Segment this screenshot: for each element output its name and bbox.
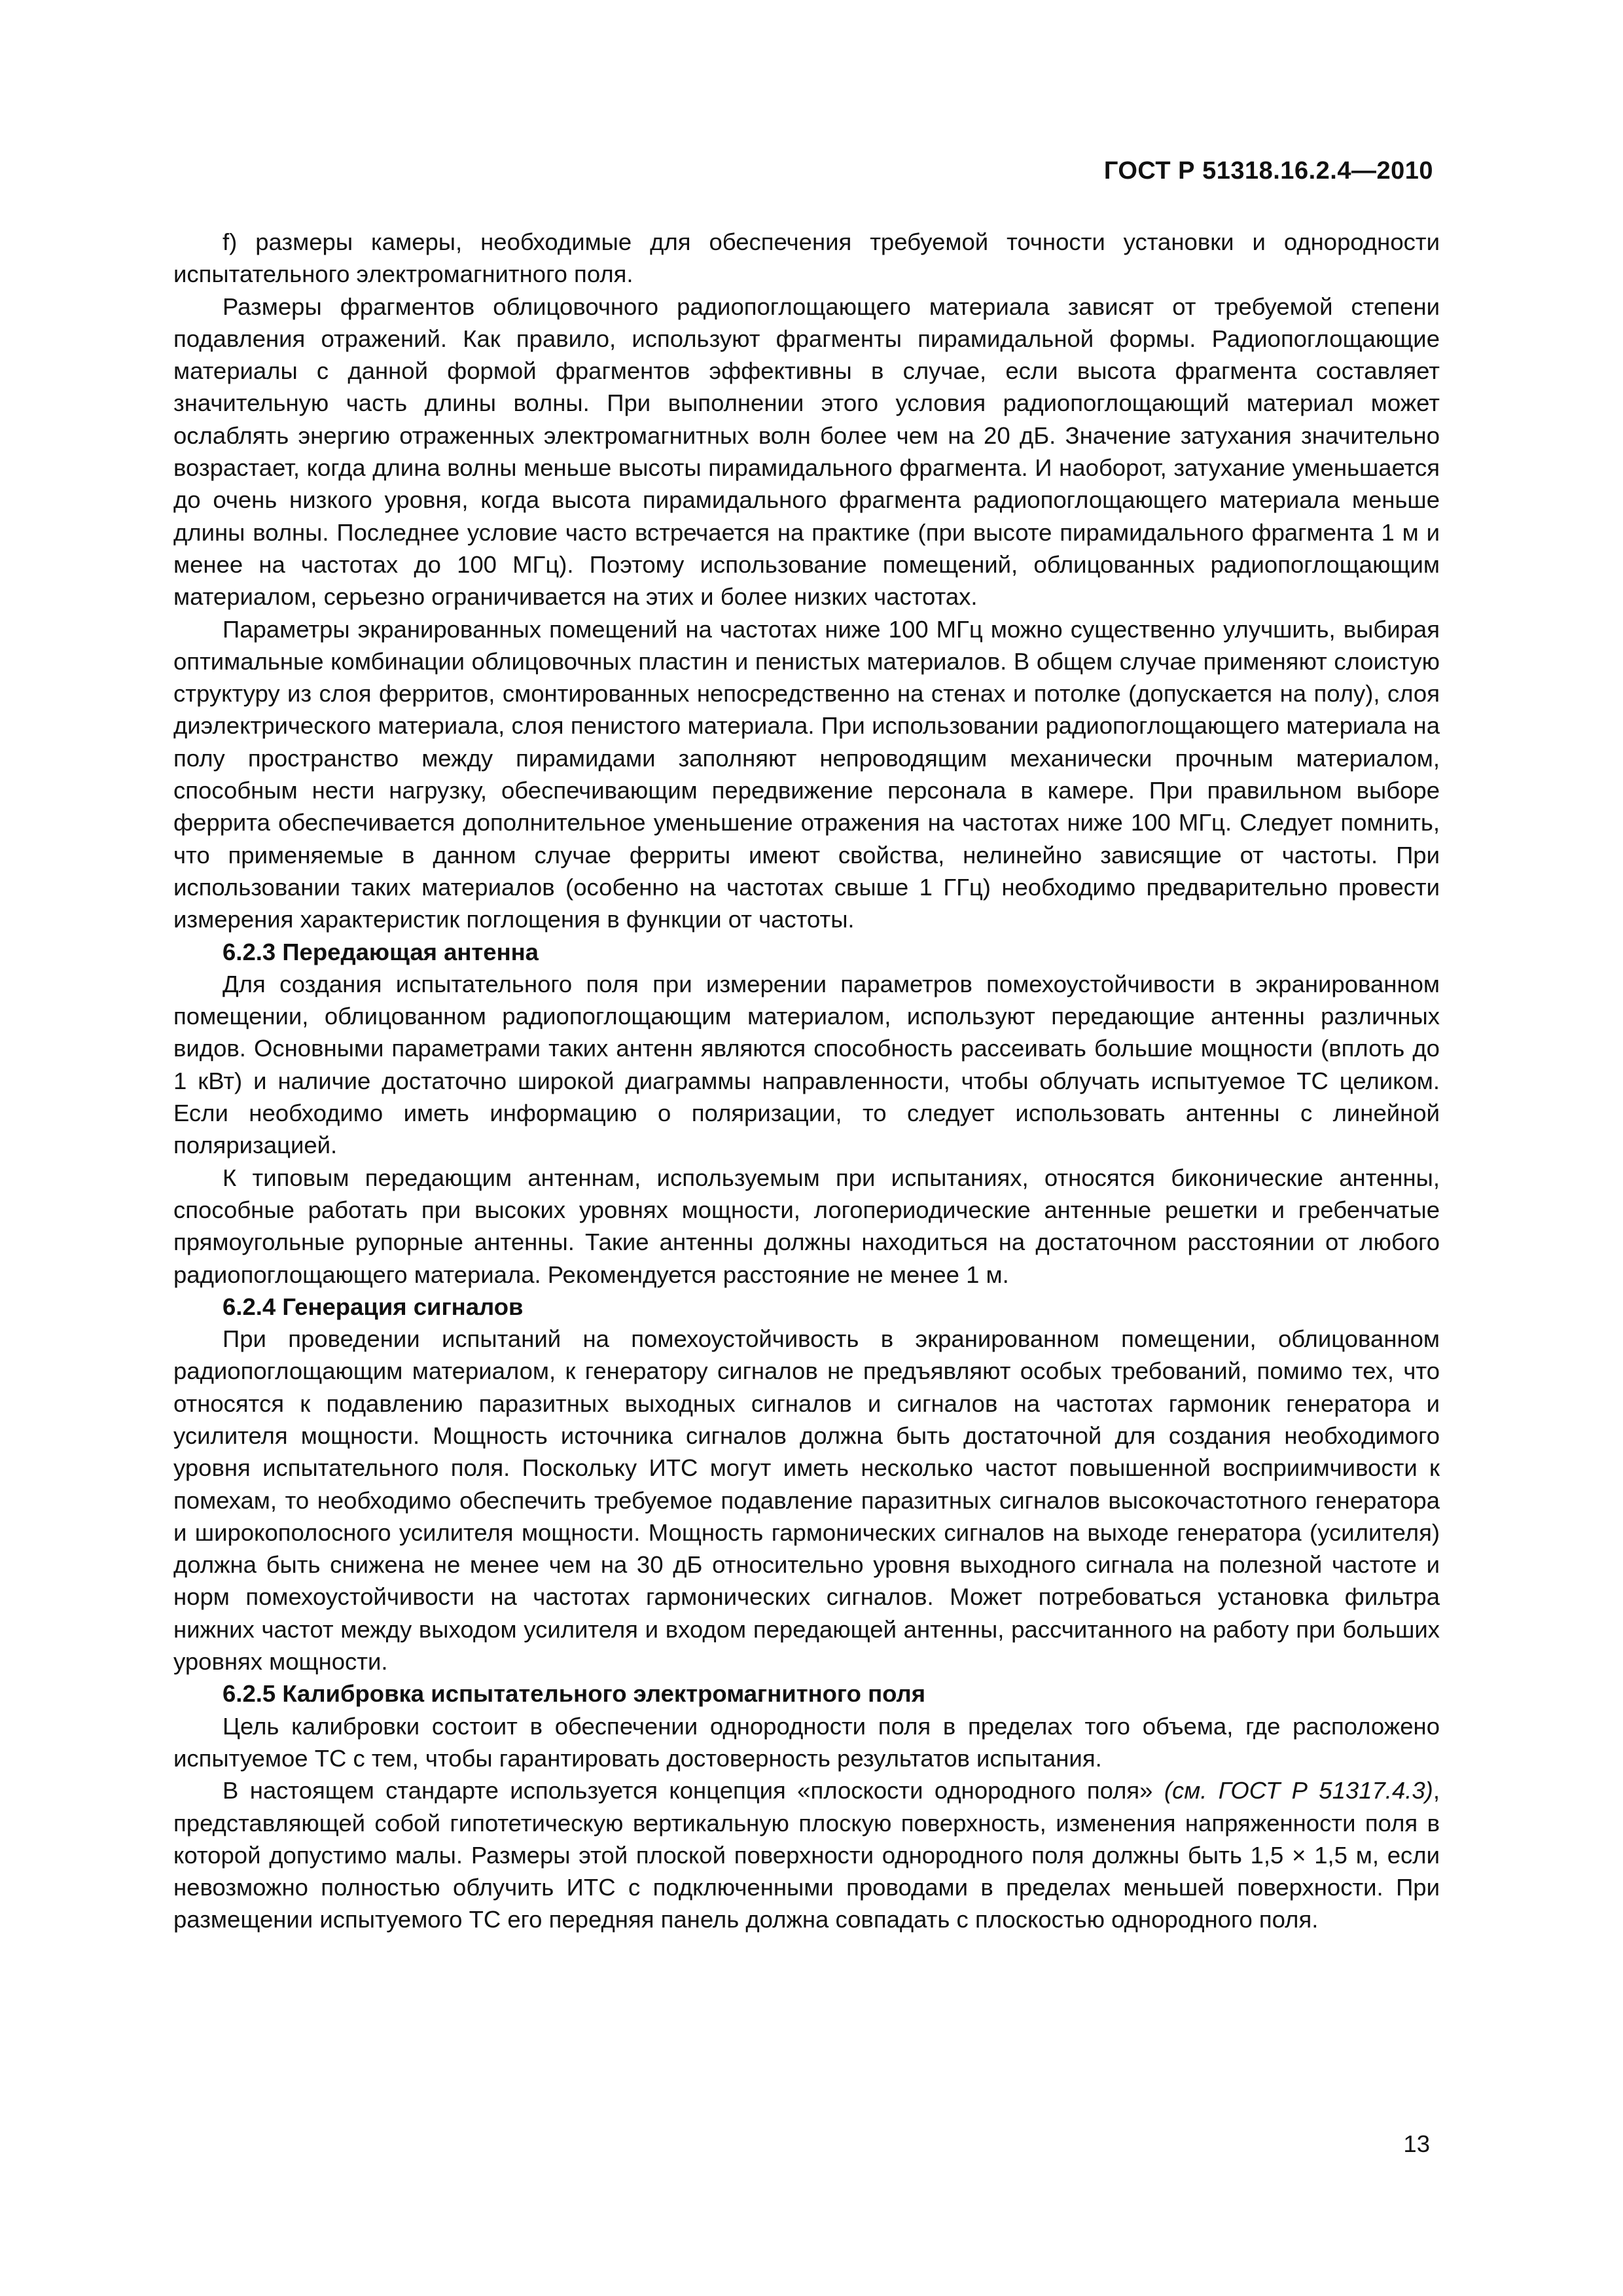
paragraph-typical-antennas: К типовым передающим антеннам, используемым при испытаниях, относятся биконические антенны, способные работать при высоких уровнях мощности, логопериодические антенные решетки и гребенчатые прямоугольные рупорные антенны. Такие антенны должны находиться на достаточном расстоянии от любого радиопоглощающего материала. Рекомендуется расстояние не менее 1 м. bbox=[173, 1164, 1440, 1288]
standard-header: ГОСТ Р 51318.16.2.4—2010 bbox=[1103, 157, 1433, 185]
section-heading-6-2-4: 6.2.4 Генерация сигналов bbox=[223, 1293, 524, 1320]
paragraph-absorber-fragments: Размеры фрагментов облицовочного радиопоглощающего материала зависят от требуемой степени подавления отражений. Как правило, используют фрагменты пирамидальной формы. Радиопоглощающие материалы с данной формой фрагментов эффективны в случае, если высота фрагмента составляет значительную часть длины волны. При выполнении этого условия радиопоглощающий материал может ослаблять энергию отраженных электромагнитных волн более чем на 20 дБ. Значение затухания значительно возрастает, когда длина волны меньше высоты пирамидального фрагмента. И наоборот, затухание уменьшается до очень низкого уровня, когда высота пирамидального фрагмента радиопоглощающего материала меньше длины волны. Последнее условие часто встречается на практике (при высоте пирамидального фрагмента 1 м и менее на частотах до 100 МГц). Поэтому использование помещений, облицованных радиопоглощающим материалом, серьезно ограничивается на этих и более низких частотах. bbox=[173, 293, 1440, 611]
paragraph-shielded-room-parameters: Параметры экранированных помещений на частотах ниже 100 МГц можно существенно улучшить, выбирая оптимальные комбинации облицовочных пластин и пенистых материалов. В общем случае применяют слоистую структуру из слоя ферритов, смонтированных непосредственно на стенах и потолке (допускается на полу), слоя диэлектрического материала, слоя пенистого материала. При использовании радиопоглощающего материала на полу пространство между пирамидами заполняют непроводящим механически прочным материалом, способным нести нагрузку, обеспечивающим передвижение персонала в камере. При правильном выборе феррита обеспечивается дополнительное уменьшение отражения на частотах ниже 100 МГц. Следует помнить, что применяемые в данном случае ферриты имеют свойства, нелинейно зависящие от частоты. При использовании таких материалов (особенно на частотах свыше 1 ГГц) необходимо предварительно провести измерения характеристик поглощения в функции от частоты. bbox=[173, 615, 1440, 933]
standard-reference: (см. ГОСТ Р 51317.4.3) bbox=[1164, 1777, 1433, 1804]
section-heading-6-2-3: 6.2.3 Передающая антенна bbox=[223, 938, 539, 965]
text-segment: В настоящем стандарте используется концепция «плоскости однородного поля» bbox=[223, 1777, 1164, 1804]
paragraph-uniform-field-plane bbox=[173, 1774, 1440, 1935]
paragraph-calibration-goal: Цель калибровки состоит в обеспечении однородности поля в пределах того объема, где расположено испытуемое ТС с тем, чтобы гарантировать достоверность результатов испытания. bbox=[173, 1712, 1440, 1772]
section-heading-6-2-5: 6.2.5 Калибровка испытательного электромагнитного поля bbox=[223, 1680, 925, 1708]
paragraph-signal-generation: При проведении испытаний на помехоустойчивость в экранированном помещении, облицованном радиопоглощающим материалом, к генератору сигналов не предъявляют особых требований, помимо тех, что относятся к подавлению паразитных выходных сигналов и сигналов на частотах гармоник генератора и усилителя мощности. Мощность источника сигналов должна быть достаточной для создания необходимого уровня испытательного поля. Поскольку ИТС могут иметь несколько частот повышенной восприимчивости к помехам, то необходимо обеспечить требуемое подавление паразитных сигналов высокочастотного генератора и широкополосного усилителя мощности. Мощность гармонических сигналов на выходе генератора (усилителя) должна быть снижена не менее чем на 30 дБ относительно уровня выходного сигнала на полезной частоте и норм помехоустойчивости на частотах гармонических сигналов. Может потребоваться установка фильтра нижних частот между выходом усилителя и входом передающей антенны, рассчитанного на работу при больших уровнях мощности. bbox=[173, 1325, 1440, 1676]
document-body bbox=[173, 226, 1440, 1936]
text-segment: , представляющей собой гипотетическую вертикальную плоскую поверхность, изменения напряженности поля в которой допустимо малы. Размеры этой плоской поверхности однородного поля должны быть 1,5 × 1,5 м, если невозможно полностью облучить ИТС с подключенными проводами в пределах меньшей поверхности. При размещении испытуемого ТС его передняя панель должна совпадать с плоскостью однородного поля. bbox=[173, 1777, 1440, 1933]
paragraph-transmitting-antennas: Для создания испытательного поля при измерении параметров помехоустойчивости в экранированном помещении, облицованном радиопоглощающим материалом, используют передающие антенны различных видов. Основными параметрами таких антенн являются способность рассеивать большие мощности (вплоть до 1 кВт) и наличие достаточно широкой диаграммы направленности, чтобы облучать испытуемое ТС целиком. Если необходимо иметь информацию о поляризации, то следует использовать антенны с линейной поляризацией. bbox=[173, 970, 1440, 1159]
paragraph-chamber-size: f) размеры камеры, необходимые для обеспечения требуемой точности установки и однородности испытательного электромагнитного поля. bbox=[173, 228, 1440, 288]
page-number: 13 bbox=[1403, 2130, 1430, 2157]
